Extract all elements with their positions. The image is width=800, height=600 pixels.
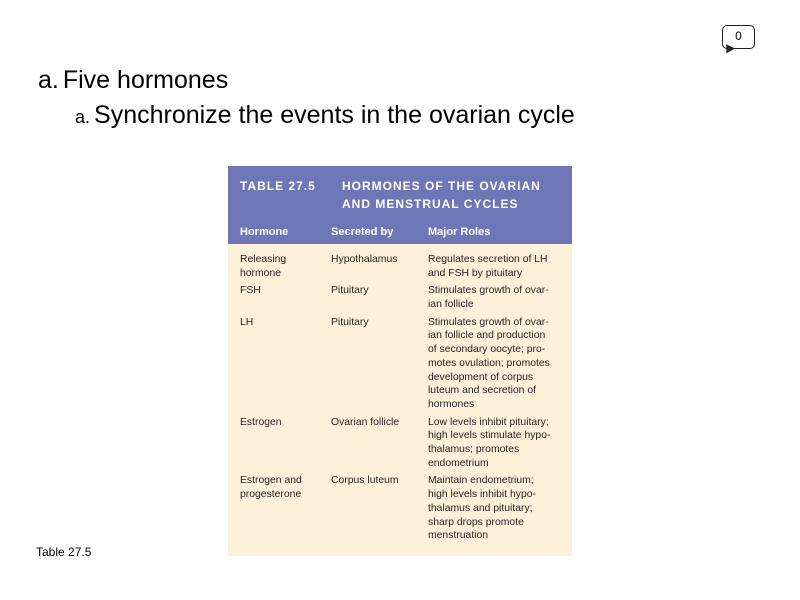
cell-line: Ovarian follicle	[331, 416, 400, 428]
table-row	[228, 253, 572, 284]
cell-major-roles	[428, 284, 566, 311]
bullet-level-2	[75, 101, 575, 130]
table-caption: Table 27.5	[36, 545, 92, 559]
table-number: TABLE 27.5	[240, 179, 316, 193]
cell-line: endometrium	[428, 457, 489, 469]
bullet-text: Five hormones	[62, 66, 229, 94]
cell-line: Maintain endometrium;	[428, 475, 534, 487]
cell-line: LH	[240, 316, 254, 328]
cell-secreted-by	[331, 474, 423, 488]
cell-line: Stimulates growth of ovar-	[428, 316, 549, 328]
table-body	[228, 244, 572, 547]
cell-line: high levels stimulate hypo-	[428, 430, 551, 442]
slide-counter: 0	[735, 29, 742, 43]
cell-line: FSH	[240, 285, 261, 297]
cell-line: and FSH by pituitary	[428, 267, 523, 279]
cell-line: Stimulates growth of ovar-	[428, 285, 549, 297]
cell-line: of secondary oocyte; pro-	[428, 344, 546, 356]
bullet-marker: a.	[75, 107, 91, 127]
cell-line: Pituitary	[331, 316, 369, 328]
cell-hormone	[240, 253, 326, 280]
table-title-line-1: HORMONES OF THE OVARIAN	[342, 179, 541, 193]
cell-major-roles	[428, 416, 566, 471]
column-header-hormone: Hormone	[240, 226, 289, 238]
cell-line: thalamus; promotes	[428, 444, 520, 456]
cell-hormone	[240, 474, 326, 501]
table-title-line-2: AND MENSTRUAL CYCLES	[342, 197, 519, 211]
cell-secreted-by	[331, 316, 423, 330]
cell-hormone	[240, 416, 326, 430]
table-header-band	[228, 166, 572, 244]
column-header-secreted-by: Secreted by	[331, 226, 394, 238]
cell-line: progesterone	[240, 489, 302, 501]
bullet-level-1	[38, 66, 228, 95]
table-row	[228, 416, 572, 475]
cell-hormone	[240, 316, 326, 330]
cell-major-roles	[428, 316, 566, 412]
cell-line: high levels inhibit hypo-	[428, 489, 537, 501]
cell-major-roles	[428, 474, 566, 543]
cell-line: Low levels inhibit pituitary;	[428, 416, 549, 428]
table-row	[228, 474, 572, 547]
cell-line: hormones	[428, 399, 475, 410]
cell-major-roles	[428, 253, 566, 280]
bullet-marker: a.	[38, 66, 59, 94]
bullet-text: Synchronize the events in the ovarian cycle	[94, 101, 575, 129]
cell-line: Regulates secretion of LH	[428, 254, 548, 265]
cell-secreted-by	[331, 416, 423, 430]
cell-secreted-by	[331, 284, 423, 298]
hormone-table-image	[228, 166, 572, 556]
cell-line: ian follicle and production	[428, 330, 546, 342]
cell-line: Releasing	[240, 254, 287, 265]
cell-line: Hypothalamus	[331, 254, 398, 265]
column-header-major-roles: Major Roles	[428, 226, 491, 238]
cell-line: Estrogen	[240, 416, 282, 428]
cell-line: Pituitary	[331, 285, 369, 297]
table-row	[228, 284, 572, 315]
cell-secreted-by	[331, 253, 423, 267]
cell-line: luteum and secretion of	[428, 385, 537, 397]
cell-line: thalamus and pituitary;	[428, 502, 533, 514]
cell-line: Estrogen and	[240, 475, 302, 487]
cell-hormone	[240, 284, 326, 298]
cell-line: motes ovulation; promotes	[428, 357, 550, 369]
cell-line: hormone	[240, 267, 282, 279]
cell-line: development of corpus	[428, 371, 534, 383]
cell-line: menstruation	[428, 530, 489, 542]
cell-line: sharp drops promote	[428, 516, 524, 528]
cell-line: Corpus luteum	[331, 475, 399, 487]
table-row	[228, 316, 572, 416]
cell-line: ian follicle	[428, 299, 474, 311]
